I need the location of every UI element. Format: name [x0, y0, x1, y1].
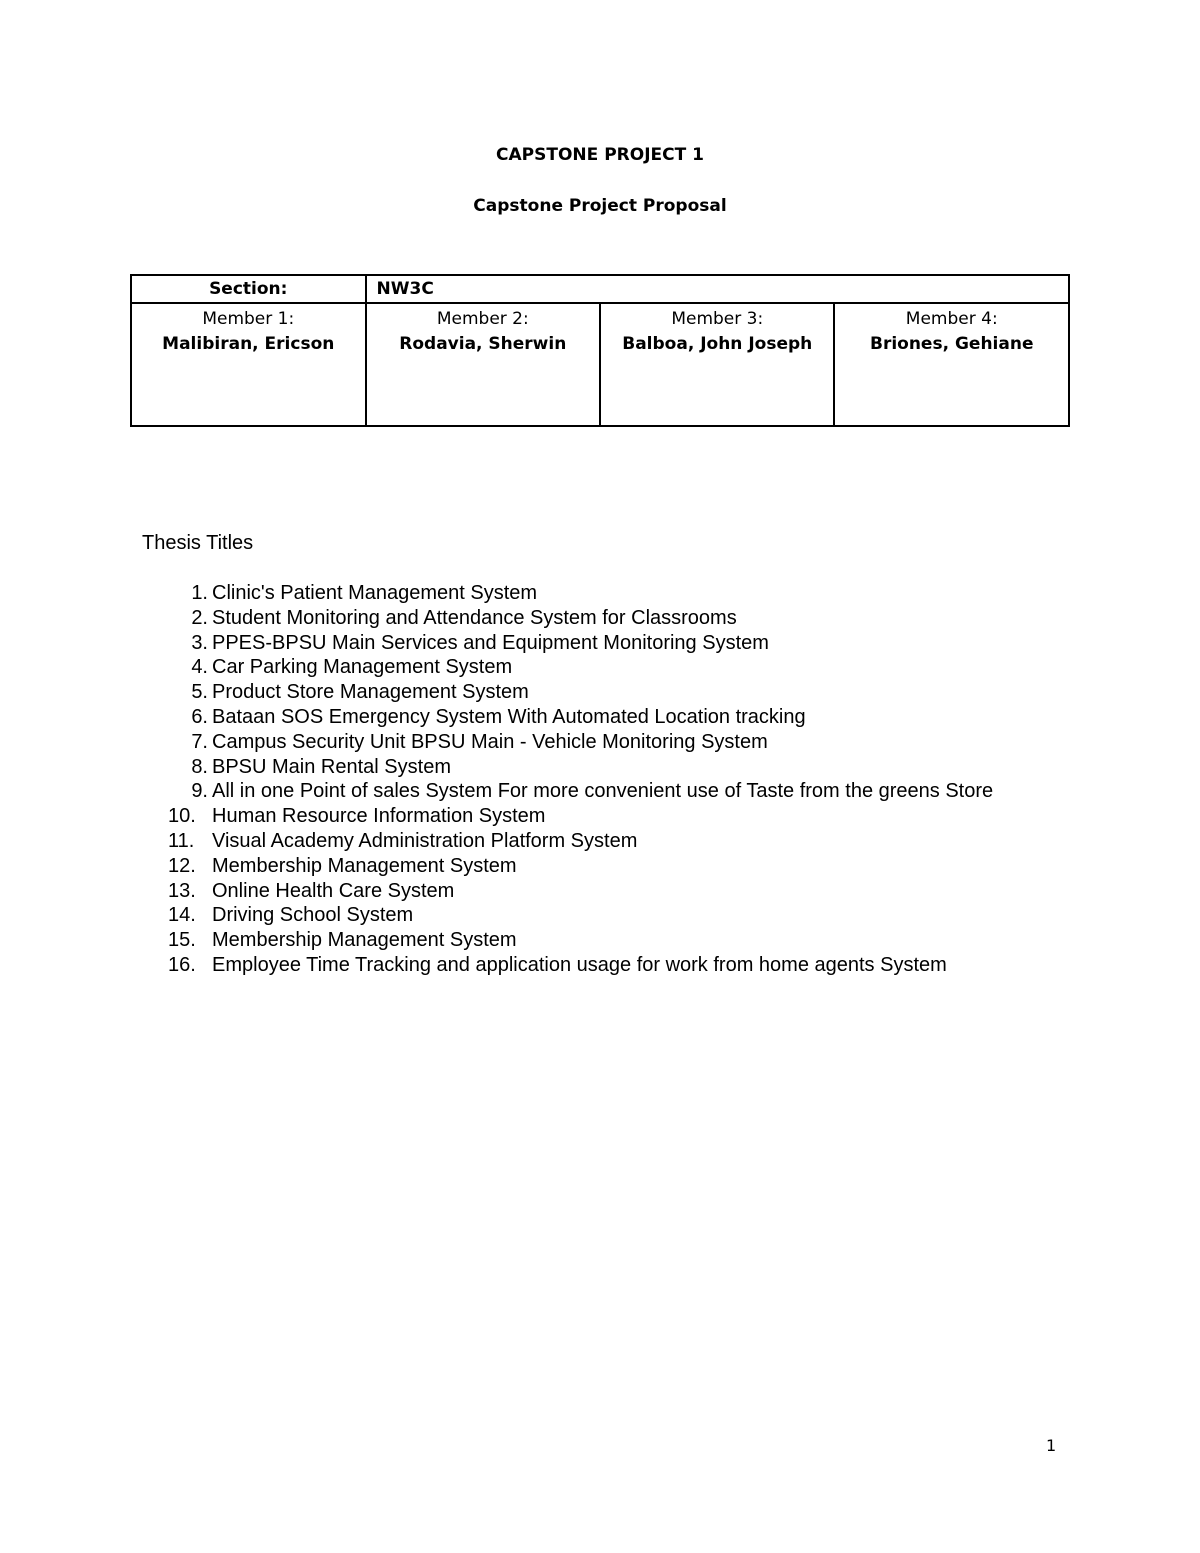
member-name: Malibiran, Ericson — [162, 334, 335, 354]
member-label: Member 2: — [436, 309, 529, 329]
list-item — [168, 953, 993, 978]
member-label: Member 1: — [202, 309, 295, 329]
member-name: Balboa, John Joseph — [622, 334, 813, 354]
item-number: 13. — [168, 879, 196, 902]
item-number: 14. — [168, 904, 196, 927]
member-name: Briones, Gehiane — [869, 334, 1034, 354]
member-cell-3 — [600, 303, 834, 426]
item-title: Online Health Care System — [212, 879, 455, 902]
list-item — [172, 680, 993, 705]
item-number: 3. — [191, 631, 208, 654]
list-item — [172, 631, 993, 656]
item-title: Bataan SOS Emergency System With Automated Location tracking — [212, 705, 806, 728]
group-info-table — [130, 274, 1070, 427]
item-number: 2. — [191, 606, 208, 629]
item-number: 4. — [191, 656, 208, 679]
item-title: PPES-BPSU Main Services and Equipment Monitoring System — [212, 631, 769, 654]
item-title: Visual Academy Administration Platform System — [212, 829, 638, 852]
thesis-heading: Thesis Titles — [142, 532, 254, 554]
item-title: Car Parking Management System — [212, 656, 513, 679]
section-row — [131, 275, 1069, 303]
member-cell-2 — [366, 303, 601, 426]
document-title: CAPSTONE PROJECT 1 — [496, 145, 704, 165]
section-value: NW3C — [366, 275, 1069, 303]
item-title: Employee Time Tracking and application usage for work from home agents System — [212, 953, 947, 976]
list-item — [172, 581, 993, 606]
item-number: 9. — [191, 780, 208, 803]
item-title: Membership Management System — [212, 929, 517, 952]
list-item — [168, 903, 993, 928]
members-row — [131, 303, 1069, 426]
item-title: Student Monitoring and Attendance System for Classrooms — [212, 606, 737, 629]
list-item — [172, 755, 993, 780]
document-subtitle: Capstone Project Proposal — [473, 196, 727, 216]
item-title: Driving School System — [212, 904, 414, 927]
list-item — [168, 854, 993, 879]
list-item — [172, 655, 993, 680]
member-name: Rodavia, Sherwin — [399, 334, 567, 354]
item-number: 15. — [168, 929, 196, 952]
list-item — [172, 705, 993, 730]
item-number: 6. — [191, 705, 208, 728]
item-number: 7. — [191, 730, 208, 753]
section-label: Section: — [131, 275, 366, 303]
item-number: 5. — [191, 681, 208, 704]
item-number: 16. — [168, 953, 196, 976]
item-title: Campus Security Unit BPSU Main - Vehicle Monitoring System — [212, 730, 768, 753]
item-number: 8. — [191, 755, 208, 778]
item-number: 11. — [168, 829, 195, 852]
item-number: 12. — [168, 854, 196, 877]
item-title: Product Store Management System — [212, 681, 529, 704]
item-title: Membership Management System — [212, 854, 517, 877]
item-number: 10. — [168, 805, 196, 828]
list-item — [168, 928, 993, 953]
member-cell-1 — [131, 303, 366, 426]
member-label: Member 3: — [671, 309, 764, 329]
item-title: All in one Point of sales System For more convenient use of Taste from the greens Store — [212, 780, 994, 803]
item-title: BPSU Main Rental System — [212, 755, 451, 778]
item-title: Clinic's Patient Management System — [212, 582, 538, 604]
item-number: 1. — [191, 582, 208, 604]
page-number: 1 — [1046, 1436, 1057, 1455]
list-item — [168, 879, 993, 904]
member-cell-4 — [834, 303, 1069, 426]
list-item — [168, 804, 993, 829]
item-title: Human Resource Information System — [212, 805, 546, 828]
list-item — [172, 606, 993, 631]
list-item — [172, 779, 993, 804]
member-label: Member 4: — [905, 309, 998, 329]
list-item — [172, 730, 993, 755]
list-item — [168, 829, 993, 854]
thesis-list — [168, 581, 994, 978]
